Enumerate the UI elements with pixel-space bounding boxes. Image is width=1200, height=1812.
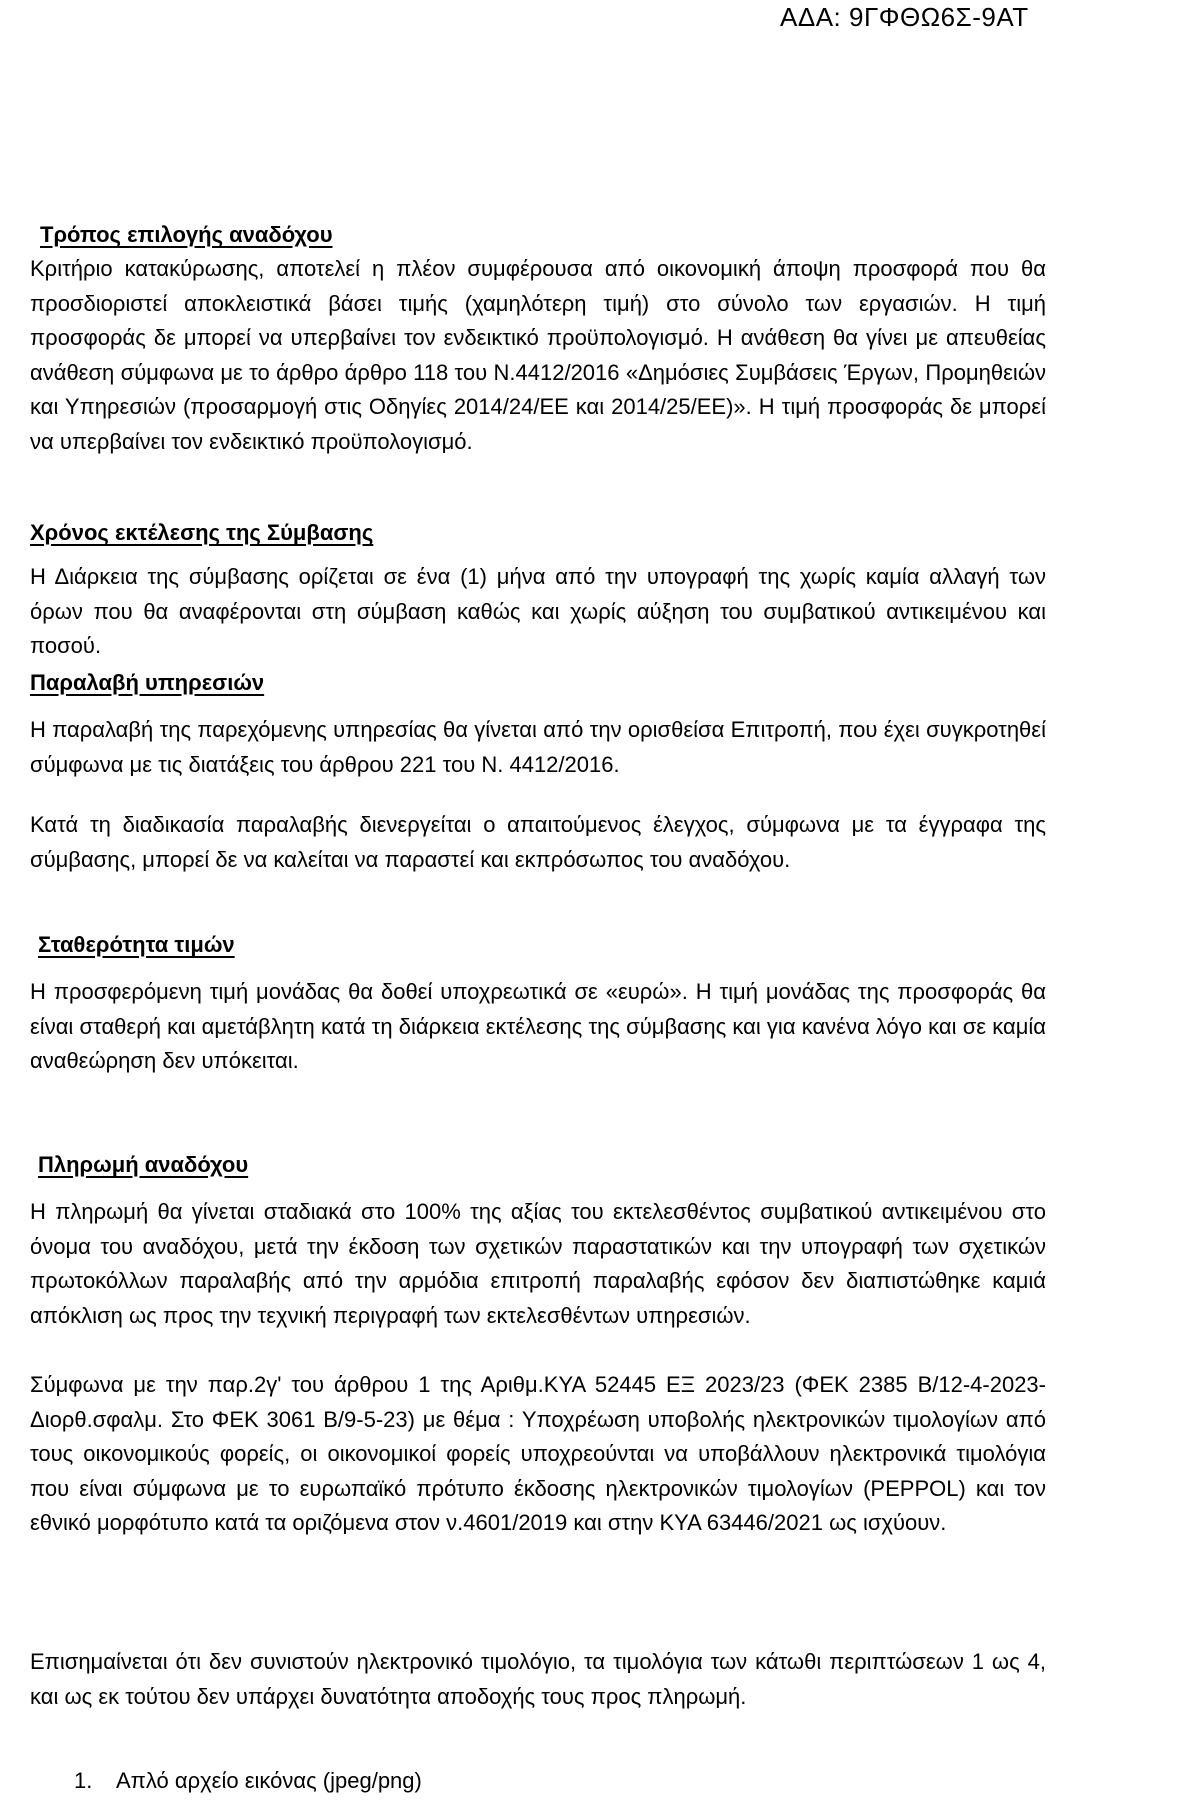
paragraph-contractor-selection: Κριτήριο κατακύρωσης, αποτελεί η πλέον συμφέρουσα από οικονομική άποψη προσφορά που θα προσδιοριστεί αποκλειστικά βάσει τιμής (χαμηλότερη τιμή) στο σύνολο των εργασιών. Η τιμή προσφοράς δε μπορεί να υπερβαίνει τον ενδεικτικό προϋπολογισμό. Η ανάθεση θα γίνει με απευθείας ανάθεση σύμφωνα με το άρθρο άρθρο 118 του Ν.4412/2016 «Δημόσιες Συμβάσεις Έργων, Προμηθειών και Υπηρεσιών (προσαρμογή στις Οδηγίες 2014/24/ΕΕ και 2014/25/ΕΕ)». Η τιμή προσφοράς δε μπορεί να υπερβαίνει τον ενδεικτικό προϋπολογισμό. [30, 256, 1046, 454]
paragraph-contract-duration: Η Διάρκεια της σύμβασης ορίζεται σε ένα (1) μήνα από την υπογραφή της χωρίς καμία αλλαγή των όρων που θα αναφέρονται στη σύμβαση καθώς και χωρίς αύξηση του συμβατικού αντικειμένου και ποσού. [30, 564, 1046, 658]
paragraph-service-receipt-1: Η παραλαβή της παρεχόμενης υπηρεσίας θα γίνεται από την ορισθείσα Επιτροπή, που έχει συγκροτηθεί σύμφωνα με τις διατάξεις του άρθρου 221 του Ν. 4412/2016. [30, 717, 1046, 777]
list-item-text: Απλό αρχείο εικόνας (jpeg/png) [116, 1768, 422, 1793]
heading-price-stability: Σταθερότητα τιμών [38, 932, 235, 957]
paragraph-payment-3: Επισημαίνεται ότι δεν συνιστούν ηλεκτρονικό τιμολόγιο, τα τιμολόγια των κάτωθι περιπτώσεων 1 ως 4, και ως εκ τούτου δεν υπάρχει δυνατότητα αποδοχής τους προς πληρωμή. [30, 1649, 1046, 1709]
list-item-number: 1. [74, 1768, 93, 1793]
paragraph-payment-2: Σύμφωνα με την παρ.2γ' του άρθρου 1 της Αριθμ.ΚΥΑ 52445 ΕΞ 2023/23 (ΦΕΚ 2385 Β/12-4-2023-Διορθ.σφαλμ. Στο ΦΕΚ 3061 Β/9-5-23) με θέμα : Υποχρέωση υποβολής ηλεκτρονικών τιμολογίων από τους οικονομικούς φορείς, οι οικονομικοί φορείς υποχρεούνται να υποβάλλουν ηλεκτρονικά τιμολόγια που είναι σύμφωνα με το ευρωπαϊκό πρότυπο έκδοσης ηλεκτρονικών τιμολογίων (PEPPOL) και τον εθνικό μορφότυπο κατά τα οριζόμενα στον ν.4601/2019 και στην ΚΥΑ 63446/2021 ως ισχύουν. [30, 1372, 1046, 1535]
paragraph-price-stability: Η προσφερόμενη τιμή μονάδας θα δοθεί υποχρεωτικά σε «ευρώ». Η τιμή μονάδας της προσφοράς θα είναι σταθερή και αμετάβλητη κατά τη διάρκεια εκτέλεσης της σύμβασης και για κανένα λόγο και σε καμία αναθεώρηση δεν υπόκειται. [30, 979, 1046, 1073]
heading-contractor-payment: Πληρωμή αναδόχου [38, 1152, 249, 1177]
heading-service-receipt: Παραλαβή υπηρεσιών [30, 670, 265, 695]
ada-identifier: ΑΔΑ: 9ΓΦΘΩ6Σ-9ΑΤ [780, 2, 1029, 32]
paragraph-service-receipt-2: Κατά τη διαδικασία παραλαβής διενεργείται ο απαιτούμενος έλεγχος, σύμφωνα με τα έγγραφα της σύμβασης, μπορεί δε να καλείται να παραστεί και εκπρόσωπος του αναδόχου. [30, 812, 1046, 872]
paragraph-payment-1: Η πληρωμή θα γίνεται σταδιακά στο 100% της αξίας του εκτελεσθέντος συμβατικού αντικειμένου στο όνομα του αναδόχου, μετά την έκδοση των σχετικών παραστατικών και την υπογραφή των σχετικών πρωτοκόλλων παραλαβής από την αρμόδια επιτροπή παραλαβής εφόσον δεν διαπιστώθηκε καμιά απόκλιση ως προς την τεχνική περιγραφή των εκτελεσθέντων υπηρεσιών. [30, 1199, 1046, 1328]
heading-contractor-selection: Τρόπος επιλογής αναδόχου [40, 222, 333, 247]
list-item [74, 1768, 422, 1794]
heading-contract-duration: Χρόνος εκτέλεσης της Σύμβασης [30, 520, 374, 545]
